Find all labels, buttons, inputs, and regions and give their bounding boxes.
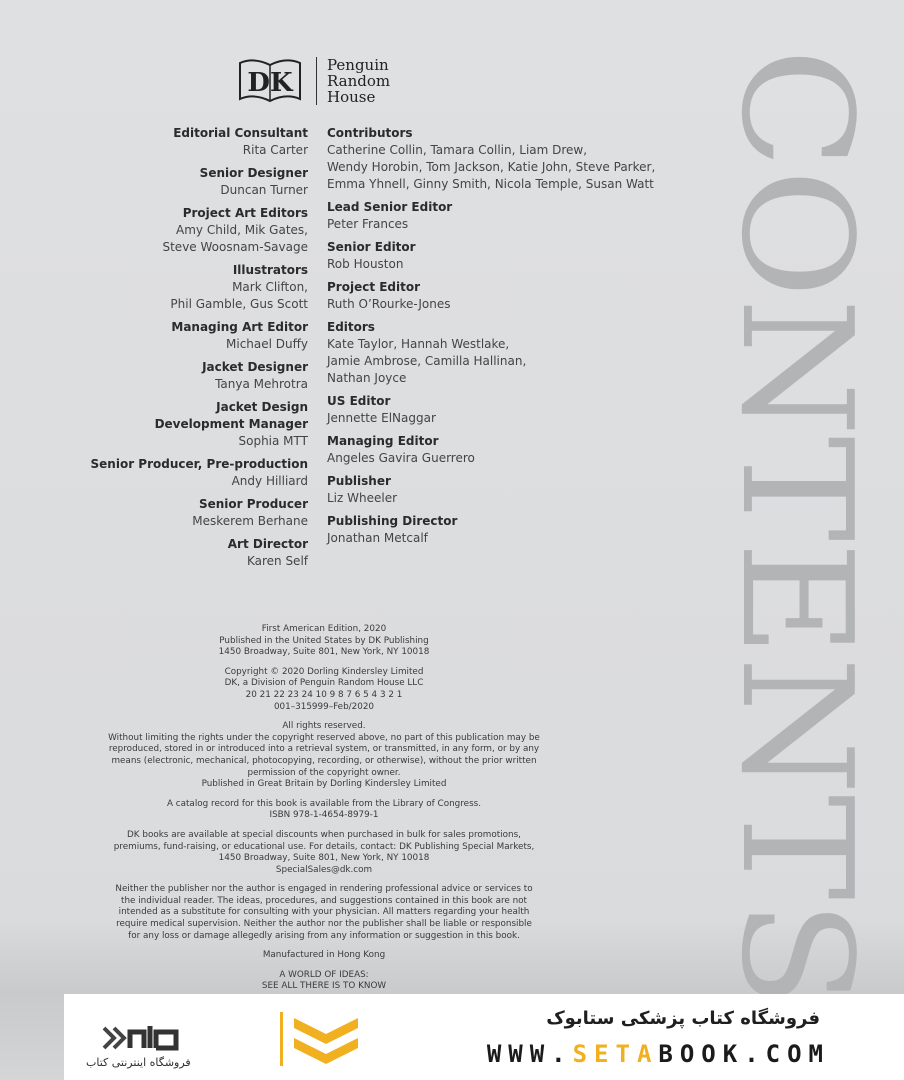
credit-block bbox=[88, 456, 308, 490]
credit-names: Jonathan Metcalf bbox=[327, 531, 428, 545]
credit-names: Meskerem Berhane bbox=[192, 514, 308, 528]
prh-line-1: Penguin bbox=[327, 56, 389, 74]
imprint-copyright: Copyright © 2020 Dorling Kindersley Limited DK, a Division of Penguin Random House LLC 20 21 22 23 24 10 9 8 7 6 5 4 3 2 1 001–315999–Feb/2020 bbox=[224, 666, 424, 712]
credit-names: Andy Hilliard bbox=[231, 474, 308, 488]
imprint-manufactured: Manufactured in Hong Kong bbox=[262, 950, 386, 961]
credit-names: Rita Carter bbox=[242, 143, 308, 157]
credit-role: Senior Editor bbox=[327, 240, 416, 254]
credit-names: Peter Frances bbox=[327, 217, 409, 231]
credit-names: Liz Wheeler bbox=[327, 491, 398, 505]
credit-role: Lead Senior Editor bbox=[327, 200, 453, 214]
credit-block bbox=[88, 536, 308, 570]
credit-names: Duncan Turner bbox=[220, 183, 308, 197]
credit-block bbox=[327, 239, 667, 273]
imprint-rights: All rights reserved. Without limiting the rights under the copyright reserved above, no part of this publication may be reproduced, stored in or introduced into a retrieval system, or transmitted, in any form, or by any means (electronic, mechanical, photocopying, recording, or otherwise), without the prior written permission of the copyright owner. Published in Great Britain by Dorling Kindersley Limited bbox=[108, 721, 540, 790]
imprint-disclaimer: Neither the publisher nor the author is engaged in rendering professional advice or services to the individual reader. The ideas, procedures, and suggestions contained in this book are not intended as a substitute for consulting with your physician. All matters regarding your health require medical supervision. Neither the author nor the publisher shall be liable or responsible for any loss or damage allegedly arising from any information or suggestion in this book. bbox=[115, 884, 533, 941]
setabook-chevron-icon bbox=[280, 1010, 360, 1068]
url-accent: SETA bbox=[572, 1040, 659, 1068]
banner-store-title: فروشگاه کتاب پزشکی ستابوک bbox=[546, 1008, 820, 1029]
credit-names: Karen Self bbox=[246, 554, 308, 568]
credit-role: Senior Designer bbox=[199, 166, 308, 180]
credit-block bbox=[88, 496, 308, 530]
credit-role: Jacket Design Development Manager bbox=[154, 400, 308, 431]
credit-role: Contributors bbox=[327, 126, 413, 140]
penguin-random-house-wordmark bbox=[327, 57, 390, 105]
credit-block bbox=[327, 319, 667, 387]
credit-role: US Editor bbox=[327, 394, 391, 408]
credit-role: Illustrators bbox=[232, 263, 308, 277]
credit-names: Angeles Gavira Guerrero bbox=[327, 451, 475, 465]
banner-url bbox=[487, 1040, 830, 1068]
credit-names: Michael Duffy bbox=[226, 337, 308, 351]
credit-block bbox=[88, 262, 308, 313]
credit-names: Tanya Mehrotra bbox=[215, 377, 308, 391]
credit-role: Editorial Consultant bbox=[173, 126, 308, 140]
credit-names: Sophia MTT bbox=[238, 434, 308, 448]
copyright-imprint bbox=[96, 624, 552, 1001]
contents-title-text: CONTENTS bbox=[708, 48, 885, 973]
prh-line-3: House bbox=[327, 88, 376, 106]
contents-title-svg bbox=[708, 48, 885, 1008]
credit-names: Mark Clifton, Phil Gamble, Gus Scott bbox=[170, 280, 308, 311]
imprint-catalog: A catalog record for this book is available from the Library of Congress. ISBN 978-1-4654-8979-1 bbox=[166, 798, 482, 821]
credit-role: Managing Art Editor bbox=[171, 320, 308, 334]
credit-block bbox=[327, 199, 667, 233]
imprint-tagline: A WORLD OF IDEAS: SEE ALL THERE IS TO KNOW bbox=[261, 969, 387, 992]
credit-role: Art Director bbox=[227, 537, 308, 551]
dk-letters: DK bbox=[247, 68, 293, 98]
credit-role: Project Art Editors bbox=[182, 206, 308, 220]
credit-role: Editors bbox=[327, 320, 375, 334]
credit-names: Catherine Collin, Tamara Collin, Liam Drew, Wendy Horobin, Tom Jackson, Katie John, Steve Parker, Emma Yhnell, Ginny Smith, Nicola Temple, Susan Watt bbox=[327, 143, 656, 191]
credit-role: Managing Editor bbox=[327, 434, 439, 448]
imprint-edition: First American Edition, 2020 Published in the United States by DK Publishing 1450 Broadway, Suite 801, New York, NY 10018 bbox=[218, 624, 430, 658]
publisher-logo bbox=[236, 56, 390, 106]
credits-left-column bbox=[88, 125, 308, 576]
imprint-special-sales: DK books are available at special discounts when purchased in bulk for sales promotions, premiums, fund-raising, or educational use. For details, contact: DK Publishing Special Markets, 1450 Broadway, Suite 801, New York, NY 10018 SpecialSales@dk.com bbox=[113, 829, 535, 875]
credit-block bbox=[88, 205, 308, 256]
credits-right-column bbox=[327, 125, 667, 553]
credit-role: Publishing Director bbox=[327, 514, 458, 528]
prh-line-2: Random bbox=[327, 72, 391, 90]
logo-divider bbox=[316, 57, 317, 105]
credit-block bbox=[88, 319, 308, 353]
credit-names: Kate Taylor, Hannah Westlake, Jamie Ambrose, Camilla Hallinan, Nathan Joyce bbox=[327, 337, 527, 385]
credit-block bbox=[88, 125, 308, 159]
credit-names: Rob Houston bbox=[327, 257, 404, 271]
dk-book-logo-icon bbox=[236, 57, 304, 105]
credit-role: Jacket Designer bbox=[202, 360, 308, 374]
url-suffix: BOOK.COM bbox=[658, 1040, 830, 1068]
credit-block bbox=[327, 513, 667, 547]
credit-block bbox=[88, 359, 308, 393]
credit-names: Ruth O’Rourke-Jones bbox=[327, 297, 451, 311]
credit-block bbox=[88, 399, 308, 450]
credit-names: Jennette ElNaggar bbox=[327, 411, 436, 425]
url-prefix: WWW. bbox=[486, 1040, 573, 1068]
credit-block bbox=[327, 433, 667, 467]
credit-block bbox=[327, 125, 667, 193]
credit-role: Publisher bbox=[327, 474, 391, 488]
credit-block bbox=[327, 473, 667, 507]
setabook-watermark-banner bbox=[64, 994, 904, 1080]
credit-role: Senior Producer, Pre-production bbox=[90, 457, 308, 471]
banner-subtitle: فروشگاه اینترنتی کتاب bbox=[86, 1056, 191, 1069]
credit-role: Project Editor bbox=[327, 280, 421, 294]
credit-role: Senior Producer bbox=[198, 497, 308, 511]
credit-block bbox=[327, 393, 667, 427]
credit-block bbox=[327, 279, 667, 313]
credit-names: Amy Child, Mik Gates, Steve Woosnam-Savage bbox=[162, 223, 308, 254]
contents-vertical-title bbox=[708, 48, 885, 1008]
credit-block bbox=[88, 165, 308, 199]
